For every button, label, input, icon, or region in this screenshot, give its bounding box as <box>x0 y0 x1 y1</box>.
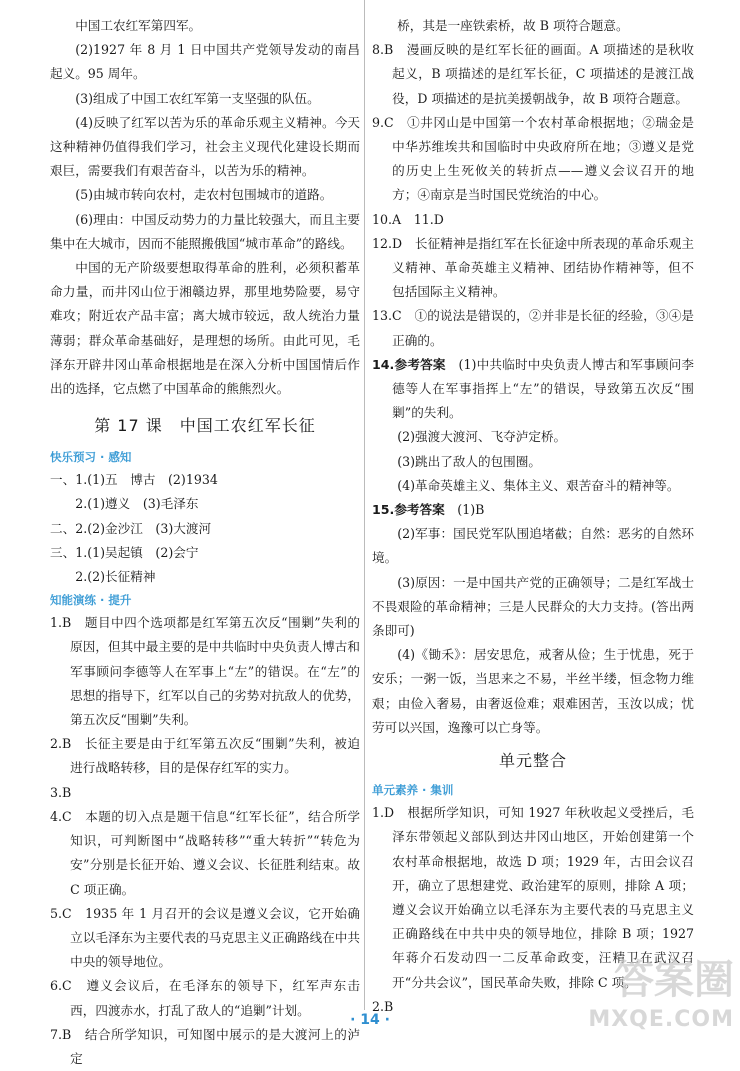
right-column <box>372 14 694 1019</box>
question-answer: 4.C 本题的切入点是题干信息“红军长征”，结合所学知识，可判断图中“战略转移”“重大转折”“转危为安”分别是长征开始、遵义会议、长征胜利结束。故 C 项正确。 <box>50 808 360 897</box>
column-divider <box>364 0 365 1010</box>
answer-text: (4)反映了红军以苦为乐的革命乐观主义精神。今天这种精神仍值得我们学习，社会主义现代化建设长期而艰巨，需要我们有艰苦奋斗，以苦为乐的精神。 <box>50 114 360 179</box>
question-answer: 1.B 题目中四个选项都是红军第五次反“围剿”失利的原因，但其中最主要的是中共临时中央负责人博古和军事顾问李德等人在军事上“左”的错误。在“左”的思想的指导下，红军以自己的劣势对抗敌人的优势，第五次反“围剿”失利。 <box>50 615 360 728</box>
question-answer <box>372 498 694 522</box>
question-answer: 12.D 长征精神是指红军在长征途中所表现的革命乐观主义精神、革命英雄主义精神、团结协作精神等，但不包括国际主义精神。 <box>372 235 694 300</box>
reference-answer-label: 参考答案 <box>394 356 446 372</box>
question-answer: 5.C 1935 年 1 月召开的会议是遵义会议，它开始确立以毛泽东为主要代表的马克思主义正确路线在中共中央的领导地位。 <box>50 905 360 970</box>
answer-text: (5)由城市转向农村，走农村包围城市的道路。 <box>75 187 333 203</box>
answer-text: 中国工农红军第四军。 <box>75 18 202 33</box>
question-answer: 3.B <box>50 784 72 800</box>
answer-text: 桥，其是一座铁索桥，故 B 项符合题意。 <box>397 18 629 33</box>
reference-answer-label: 参考答案 <box>394 502 445 518</box>
question-answer: 2.B <box>372 998 394 1014</box>
question-answer <box>372 353 694 426</box>
answer-text: (2)军事：国民党军队围追堵截；自然：恶劣的自然环境。 <box>372 526 694 566</box>
answer-text: (3)组成了中国工农红军第一支坚强的队伍。 <box>75 90 320 106</box>
answer-text: (4)《锄禾》：居安思危，戒奢从俭；生于忧患，死于安乐；一粥一饭，当思来之不易，半丝半缕，恒念物力维艰；由俭入奢易，由奢返俭难；艰难困苦，玉汝以成；忧劳可以兴国，逸豫可以亡身等。 <box>372 647 694 735</box>
answer-line: 2.(1)遵义 (3)毛泽东 <box>75 496 199 512</box>
question-answer: 6.C 遵义会议后，在毛泽东的领导下，红军声东击西，四渡赤水，打乱了敌人的“追剿”计划。 <box>50 978 360 1018</box>
watermark-url: MXQE.COM <box>588 1007 734 1032</box>
answer-text: (4)革命英雄主义、集体主义、艰苦奋斗的精神等。 <box>397 477 680 493</box>
answer-line: 三、1.(1)吴起镇 (2)会宁 <box>50 544 199 560</box>
question-answer: 10.A 11.D <box>372 211 444 227</box>
question-answer: 1.D 根据所学知识，可知 1927 年秋收起义受挫后，毛泽东带领起义部队到达井冈山地区，开始创建第一个农村革命根据地，故选 D 项；1929 年，古田会议召开，确立了思想建党、政治建军的原则，排除 A 项；遵义会议开始确立以毛泽东为主要代表的马克思主义正确路线在中共中央的领导地位，排除 B 项；1927 年蒋介石发动四一二反革命政变，汪精卫在武汉召开“分共会议”，国民革命失败，排除 C 项。 <box>372 805 694 990</box>
answer-text: (3)原因：一是中国共产党的正确领导；二是红军战士不畏艰险的革命精神；三是人民群众的大力支持。(答出两条即可) <box>372 574 694 639</box>
question-number: 15. <box>372 502 395 518</box>
answer-text: (3)跳出了敌人的包围圈。 <box>397 453 541 469</box>
answer-text: (2)1927 年 8 月 1 日中国共产党领导发动的南昌起义。95 周年。 <box>50 42 360 82</box>
answer-text: (1)B <box>457 502 485 518</box>
watermark-text: 答案圈 <box>614 957 734 1003</box>
section-heading-unit: 单元素养 · 集训 <box>372 783 454 798</box>
question-answer: 13.C ①的说法是错误的，②并非是长征的经验，③④是正确的。 <box>372 308 694 348</box>
question-answer: 9.C ①井冈山是中国第一个农村革命根据地；②瑞金是中华苏维埃共和国临时中央政府所在地；③遵义是党的历史上生死攸关的转折点——遵义会议召开的地方；④南京是当时国民党统治的中心。 <box>372 114 694 203</box>
left-column <box>50 14 360 1071</box>
answer-line: 2.(2)长征精神 <box>75 569 156 585</box>
page-number: · 14 · <box>350 1012 390 1028</box>
section-heading-practice: 知能演练 · 提升 <box>50 593 132 608</box>
answer-line: 一、1.(1)五 博古 (2)1934 <box>50 472 218 488</box>
answer-text: 中国的无产阶级要想取得革命的胜利，必须积蓄革命力量，而井冈山位于湘赣边界，那里地势险要，易守难攻；附近农产品丰富；离大城市较远，敌人统治力量薄弱；群众革命基础好，是理想的场所。由此可见，毛泽东开辟井冈山革命根据地是在深入分析中国国情后作出的选择，它点燃了中国革命的熊熊烈火。 <box>50 260 360 397</box>
answer-line: 二、2.(2)金沙江 (3)大渡河 <box>50 520 212 536</box>
answer-text: (2)强渡大渡河、飞夺泸定桥。 <box>397 429 567 445</box>
answer-text: (1)中共临时中央负责人博古和军事顾问李德等人在军事指挥上“左”的错误，导致第五次反“围剿”的失利。 <box>392 356 695 421</box>
answer-text: (6)理由：中国反动势力的力量比较强大，而且主要集中在大城市，因而不能照搬俄国“城市革命”的路线。 <box>50 211 360 251</box>
lesson-title: 第 17 课 中国工农红军长征 <box>94 416 316 436</box>
question-number: 14. <box>372 356 395 372</box>
question-answer: 7.B 结合所学知识，可知图中展示的是大渡河上的泸定 <box>50 1026 360 1066</box>
question-answer: 2.B 长征主要是由于红军第五次反“围剿”失利，被迫进行战略转移，目的是保存红军的实力。 <box>50 736 360 776</box>
question-answer: 8.B 漫画反映的是红军长征的画面。A 项描述的是秋收起义，B 项描述的是红军长征，C 项描述的是渡江战役，D 项描述的是抗美援朝战争，故 B 项符合题意。 <box>372 42 694 106</box>
section-heading-preview: 快乐预习 · 感知 <box>50 450 132 465</box>
watermark-logo <box>588 957 734 1040</box>
unit-title: 单元整合 <box>498 751 567 771</box>
